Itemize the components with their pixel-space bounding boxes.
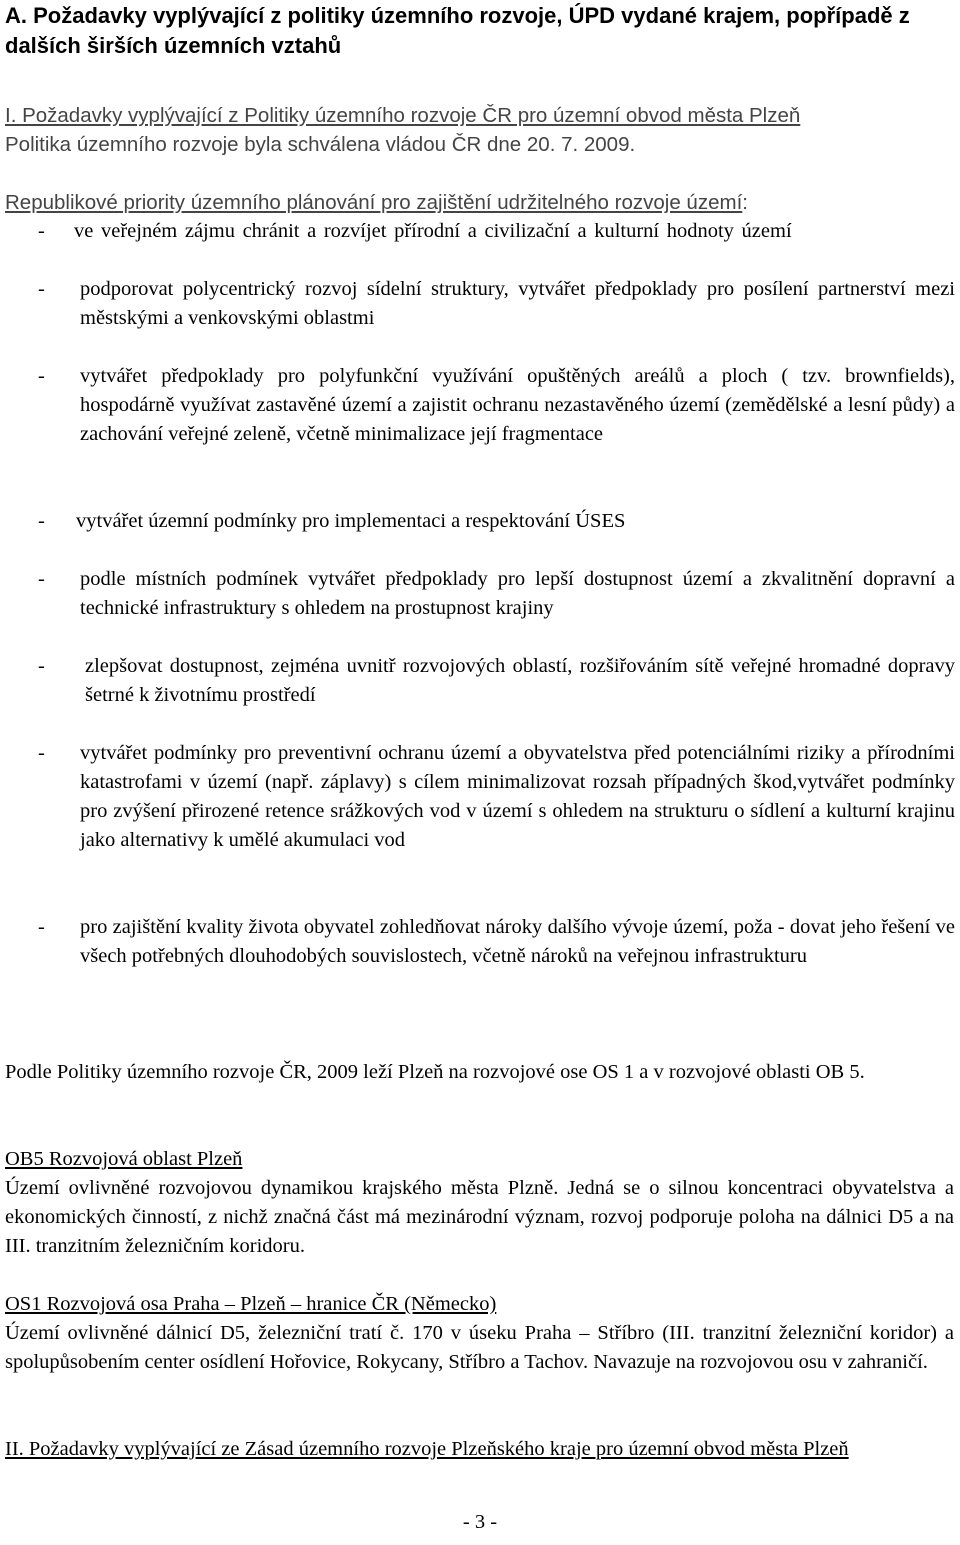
list-item — [38, 739, 955, 855]
list-item — [38, 913, 955, 971]
list-dash: - — [38, 916, 45, 938]
list-item — [38, 275, 955, 333]
list-item-text: vytvářet podmínky pro preventivní ochranu území a obyvatelstva před potenciálními riziky a přírodními katastrofami v území (např. záplavy) s cílem minimalizovat rozsah případných škod,vytvářet podmínky pro zvýšení přirozené retence srážkových vod v území s ohledem na strukturu o sídlení a kulturní krajinu jako alternativy k umělé akumulaci vod — [80, 742, 955, 851]
list-dash: - — [38, 568, 45, 590]
priorities-intro-text: Republikové priority územního plánování pro zajištění udržitelného rozvoje území — [5, 191, 743, 214]
list-item-text: vytvářet územní podmínky pro implementaci a respektování ÚSES — [76, 510, 626, 532]
section-i-title: I. Požadavky vyplývající z Politiky územního rozvoje ČR pro územní obvod města Plzeň — [5, 104, 801, 127]
list-item — [38, 565, 955, 623]
list-item-text: podporovat polycentrický rozvoj sídelní struktury, vytvářet předpoklady pro posílení partnerství mezi městskými a venkovskými oblastmi — [80, 278, 955, 329]
priorities-intro-colon: : — [742, 191, 748, 214]
list-item — [38, 217, 948, 246]
list-dash: - — [38, 365, 45, 387]
podle-politiky-paragraph: Podle Politiky územního rozvoje ČR, 2009 leží Plzeň na rozvojové ose OS 1 a v rozvojové oblasti OB 5. — [5, 1061, 865, 1083]
list-item — [38, 507, 955, 536]
list-item — [38, 652, 955, 710]
list-dash: - — [38, 278, 45, 300]
list-dash: - — [38, 510, 45, 532]
list-dash: - — [38, 220, 45, 242]
ob5-title: OB5 Rozvojová oblast Plzeň — [5, 1148, 243, 1170]
list-item-text: zlepšovat dostupnost, zejména uvnitř rozvojových oblastí, rozšiřováním sítě veřejné hromadné dopravy šetrné k životnímu prostředí — [85, 655, 955, 706]
list-item-text: vytvářet předpoklady pro polyfunkční využívání opuštěných areálů a ploch ( tzv. brownfields), hospodárně využívat zastavěné území a zajistit ochranu nezastavěného území (zemědělské a lesní půdy) a zachování veřejné zeleně, včetně minimalizace její fragmentace — [80, 365, 955, 445]
list-item — [38, 362, 955, 449]
section-i-approval: Politika územního rozvoje byla schválena vládou ČR dne 20. 7. 2009. — [5, 133, 636, 156]
priorities-intro — [5, 188, 954, 217]
page-number: - 3 - — [462, 1511, 498, 1533]
os1-text: Území ovlivněné dálnicí D5, železniční tratí č. 170 v úseku Praha – Stříbro (III. tranzitní železniční koridor) a spolupůsobením center osídlení Hořovice, Rokycany, Stříbro a Tachov. Navazuje na rozvojovou osu v zahraničí. — [5, 1322, 954, 1373]
heading-a: A. Požadavky vyplývající z politiky územního rozvoje, ÚPD vydané krajem, popřípadě z dalších širších územních vztahů — [5, 3, 910, 58]
list-item-text: podle místních podmínek vytvářet předpoklady pro lepší dostupnost území a zkvalitnění dopravní a technické infrastruktury s ohledem na prostupnost krajiny — [80, 568, 955, 619]
ob5-text: Území ovlivněné rozvojovou dynamikou krajského města Plzně. Jedná se o silnou koncentraci obyvatelstva a ekonomických činností, z nichž značná část má mezinárodní význam, rozvoj podporuje poloha na dálnici D5 a na III. tranzitním železničním koridoru. — [5, 1177, 954, 1257]
list-item-text: ve veřejném zájmu chránit a rozvíjet přírodní a civilizační a kulturní hodnoty území — [74, 220, 792, 242]
list-dash: - — [38, 742, 45, 764]
list-item-text: pro zajištění kvality života obyvatel zohledňovat nároky dalšího vývoje území, poža - dovat jeho řešení ve všech potřebných dlouhodobých souvislostech, včetně nároků na veřejnou infrastrukturu — [80, 916, 955, 967]
list-dash: - — [38, 655, 45, 677]
os1-title: OS1 Rozvojová osa Praha – Plzeň – hranice ČR (Německo) — [5, 1293, 497, 1315]
section-ii-title: II. Požadavky vyplývající ze Zásad územního rozvoje Plzeňského kraje pro územní obvod města Plzeň — [5, 1438, 849, 1460]
